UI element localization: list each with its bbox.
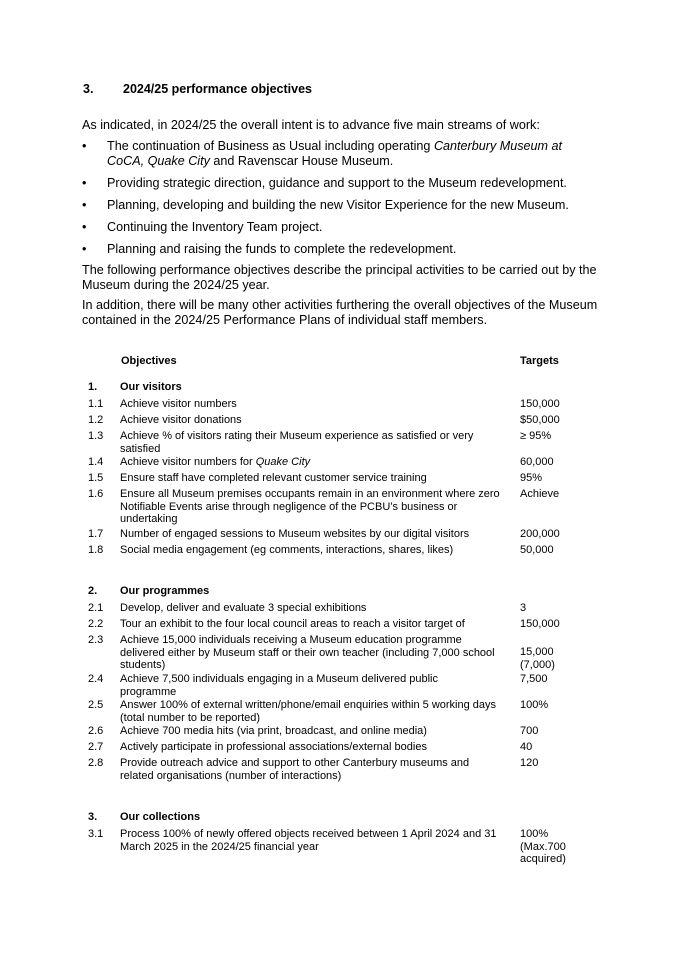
column-header-objectives: Objectives — [121, 355, 177, 367]
section-title-collections: 3. Our collections — [88, 811, 201, 823]
list-item: • Planning, developing and building the new Visitor Experience for the new Museum. — [82, 198, 602, 213]
section-title-visitors: 1. Our visitors — [88, 381, 182, 393]
section-heading — [83, 82, 312, 96]
column-header-targets: Targets — [520, 355, 559, 367]
heading-number: 3. — [83, 82, 94, 96]
intro-paragraph: As indicated, in 2024/25 the overall intent is to advance five main streams of work: — [82, 118, 540, 132]
list-item: • Providing strategic direction, guidance and support to the Museum redevelopment. — [82, 176, 602, 191]
list-item: • Planning and raising the funds to complete the redevelopment. — [82, 242, 602, 257]
work-streams-list — [82, 139, 602, 264]
paragraph-objectives: The following performance objectives describe the principal activities to be carried out by the Museum during the 2024/25 year. — [82, 263, 597, 292]
list-item: • Continuing the Inventory Team project. — [82, 220, 602, 235]
paragraph-additional: In addition, there will be many other activities furthering the overall objectives of the Museum contained in the 2024/25 Performance Plans of individual staff members. — [82, 298, 598, 327]
list-item: • The continuation of Business as Usual including operating Canterbury Museum at CoCA, Quake City and Ravenscar House Museum. — [82, 139, 602, 169]
heading-title: 2024/25 performance objectives — [123, 82, 312, 96]
section-title-programmes: 2. Our programmes — [88, 585, 210, 597]
